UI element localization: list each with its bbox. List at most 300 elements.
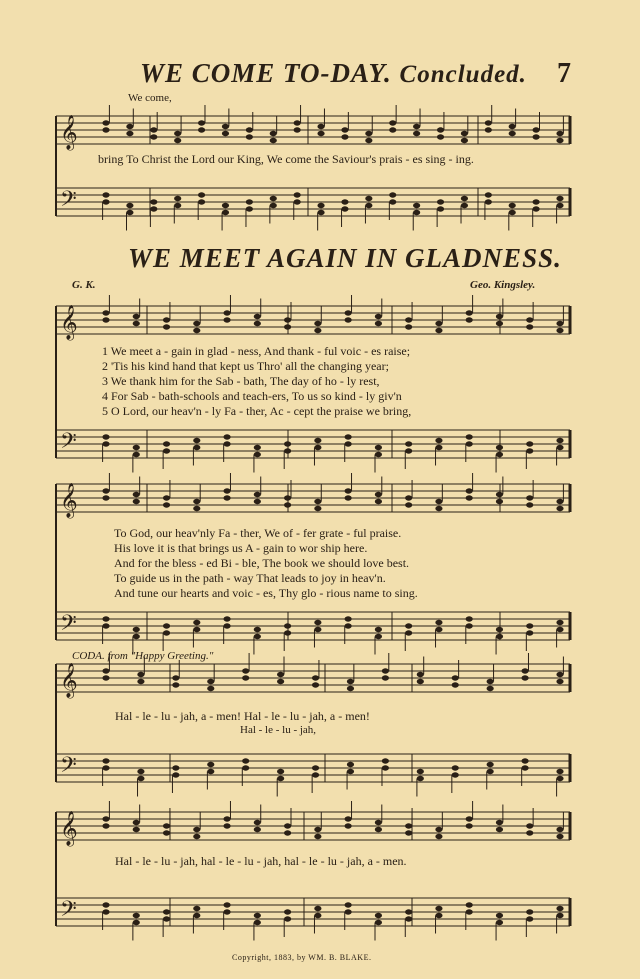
system-1-note-head — [126, 131, 133, 136]
system-1-note-head — [126, 203, 133, 208]
system-4-note-head — [417, 776, 424, 781]
system-1-note-head — [389, 127, 396, 132]
system-4-note-head — [487, 762, 494, 767]
system-4-note-head — [487, 679, 494, 684]
system-4-note-head — [452, 765, 459, 770]
system-4-note-head — [242, 758, 249, 763]
system-2-note-head — [435, 328, 442, 333]
system-5-note-head — [556, 827, 563, 832]
system-2-note-head — [193, 328, 200, 333]
system-2-note-head — [284, 441, 291, 446]
system-3-note-head — [526, 623, 533, 628]
system-3-note-head — [496, 492, 503, 497]
system-2-note-head — [254, 445, 261, 450]
system-2-note-head — [345, 317, 352, 322]
system-4-note-head — [382, 765, 389, 770]
system-3-note-head — [133, 492, 140, 497]
system-2-note-head — [466, 317, 473, 322]
system-3-note-head — [496, 627, 503, 632]
system-4-note-head — [312, 675, 319, 680]
system-5-note-head — [223, 902, 230, 907]
system-1-note-head — [556, 196, 563, 201]
system-4-note-head — [172, 765, 179, 770]
system-5-note-head — [405, 909, 412, 914]
system-4-note-head — [347, 679, 354, 684]
system-1-note-head — [126, 210, 133, 215]
system-1-note-head — [317, 131, 324, 136]
system-2-note-head — [223, 441, 230, 446]
system-3-note-head — [284, 630, 291, 635]
system-1-note-head — [365, 138, 372, 143]
system-4-note-head — [207, 679, 214, 684]
system-5-note-head — [466, 909, 473, 914]
system-2-note-head — [193, 438, 200, 443]
system-4-note-head — [102, 765, 109, 770]
system-1-note-head — [437, 199, 444, 204]
system-1-note-head — [485, 120, 492, 125]
system-1-note-head — [198, 199, 205, 204]
system-5-note-head — [556, 906, 563, 911]
system-5-note-head — [102, 823, 109, 828]
system-2-note-head — [466, 434, 473, 439]
system-2-bass-clef-icon: 𝄢 — [60, 429, 77, 459]
system-2-note-head — [314, 328, 321, 333]
system-1-note-head — [341, 199, 348, 204]
system-4-note-head — [521, 668, 528, 673]
system-3-note-head — [375, 492, 382, 497]
system-3-note-head — [526, 502, 533, 507]
system-5-note-head — [102, 902, 109, 907]
system-4-note-head — [382, 675, 389, 680]
system-3-note-head — [284, 502, 291, 507]
system-5-note-head — [466, 823, 473, 828]
system-5-note-head — [345, 816, 352, 821]
system-3-note-head — [526, 630, 533, 635]
lyric-line: bring To Christ the Lord our King, We come the Saviour's prais - es sing - ing. — [98, 152, 474, 166]
system-4-note-head — [556, 679, 563, 684]
system-5-note-head — [375, 827, 382, 832]
system-3-note-head — [284, 623, 291, 628]
system-3-note-head — [133, 627, 140, 632]
system-5-note-head — [526, 916, 533, 921]
system-3-note-head — [163, 630, 170, 635]
system-1-note-head — [222, 131, 229, 136]
system-3-note-head — [284, 495, 291, 500]
system-5-note-head — [435, 913, 442, 918]
system-4-note-head — [277, 672, 284, 677]
system-5-note-head — [496, 913, 503, 918]
system-3-note-head — [466, 495, 473, 500]
system-3-note-head — [435, 620, 442, 625]
system-3-note-head — [193, 506, 200, 511]
system-3-note-head — [405, 623, 412, 628]
system-4-note-head — [242, 668, 249, 673]
system-1-note-head — [365, 196, 372, 201]
system-1-note-head — [246, 134, 253, 139]
system-2-note-head — [345, 310, 352, 315]
system-3-note-head — [345, 623, 352, 628]
system-4-note-head — [312, 765, 319, 770]
system-1-note-head — [198, 192, 205, 197]
system-5-note-head — [254, 820, 261, 825]
system-4-note-head — [417, 769, 424, 774]
system-3-note-head — [163, 623, 170, 628]
page-number: 7 — [557, 58, 571, 89]
system-2-note-head — [496, 314, 503, 319]
copyright: Copyright, 1883, by WM. B. BLAKE. — [232, 953, 372, 962]
system-2-note-head — [133, 452, 140, 457]
system-5-note-head — [314, 913, 321, 918]
system-1-note-head — [126, 124, 133, 129]
system-2-note-head — [284, 324, 291, 329]
lyricist: G. K. — [72, 279, 96, 291]
system-5-note-head — [254, 913, 261, 918]
system-5-note-head — [466, 902, 473, 907]
system-4-note-head — [521, 675, 528, 680]
system-3-note-head — [405, 502, 412, 507]
system-1-treble-clef-icon: 𝄞 — [60, 115, 78, 150]
system-3-note-head — [496, 634, 503, 639]
system-5-note-head — [435, 834, 442, 839]
system-3-note-head — [193, 499, 200, 504]
system-4-note-head — [487, 686, 494, 691]
system-5-note-head — [345, 902, 352, 907]
system-3-note-head — [223, 495, 230, 500]
system-4-note-head — [417, 679, 424, 684]
system-3-note-head — [223, 616, 230, 621]
system-5-note-head — [284, 830, 291, 835]
system-2-note-head — [314, 445, 321, 450]
system-5-note-head — [133, 920, 140, 925]
system-1-note-head — [246, 199, 253, 204]
system-3-note-head — [254, 499, 261, 504]
system-4-note-head — [137, 776, 144, 781]
system-4-note-head — [521, 765, 528, 770]
system-4-note-head — [172, 772, 179, 777]
page-title: WE COME TO-DAY. Concluded. — [140, 58, 527, 88]
system-2-note-head — [526, 317, 533, 322]
system-4-note-head — [277, 679, 284, 684]
system-2-note-head — [163, 324, 170, 329]
system-5-note-head — [375, 920, 382, 925]
system-5-note-head — [223, 823, 230, 828]
system-4-note-head — [207, 762, 214, 767]
system-2-note-head — [314, 321, 321, 326]
system-5-note-head — [375, 913, 382, 918]
system-1-note-head — [317, 124, 324, 129]
system-1-note-head — [294, 199, 301, 204]
system-5-note-head — [223, 816, 230, 821]
coda-lyric-1: Hal - le - lu - jah, a - men! Hal - le - lu - jah, a - men! — [115, 709, 370, 723]
system-4-note-head — [556, 776, 563, 781]
verse-line: 2 'Tis his kind hand that kept us Thro' all the changing year; — [102, 359, 389, 373]
coda-label: CODA. from "Happy Greeting." — [72, 650, 214, 662]
system-4-note-head — [382, 758, 389, 763]
system-4-note-head — [312, 772, 319, 777]
system-3-note-head — [254, 634, 261, 639]
system-1-note-head — [413, 203, 420, 208]
system-3-note-head — [314, 620, 321, 625]
system-1-note-head — [437, 127, 444, 132]
system-3-note-head — [102, 623, 109, 628]
system-2-note-head — [133, 314, 140, 319]
system-1-note-head — [509, 203, 516, 208]
system-2-note-head — [345, 441, 352, 446]
system-2-note-head — [133, 445, 140, 450]
system-2-note-head — [375, 321, 382, 326]
system-3-note-head — [223, 623, 230, 628]
system-1-note-head — [294, 127, 301, 132]
system-2-note-head — [254, 452, 261, 457]
system-2-note-head — [375, 314, 382, 319]
system-2-note-head — [254, 314, 261, 319]
system-5-note-head — [345, 823, 352, 828]
system-3-note-head — [375, 499, 382, 504]
system-1-note-head — [509, 124, 516, 129]
system-1-note-head — [341, 206, 348, 211]
system-1-note-head — [102, 120, 109, 125]
system-2-note-head — [284, 448, 291, 453]
system-5-note-head — [496, 920, 503, 925]
system-5-note-head — [556, 913, 563, 918]
system-4-note-head — [242, 675, 249, 680]
system-3-note-head — [102, 488, 109, 493]
cue-lyric: We come, — [128, 92, 172, 104]
verse-line: To God, our heav'nly Fa - ther, We of - fer grate - ful praise. — [114, 526, 402, 540]
system-1-note-head — [461, 203, 468, 208]
system-2-note-head — [223, 434, 230, 439]
system-2-note-head — [284, 317, 291, 322]
system-5-note-head — [466, 816, 473, 821]
system-1-note-head — [461, 138, 468, 143]
system-5-note-head — [496, 820, 503, 825]
system-2-note-head — [556, 321, 563, 326]
system-3-note-head — [556, 620, 563, 625]
system-1-note-head — [102, 192, 109, 197]
system-2-note-head — [556, 445, 563, 450]
system-1-note-head — [174, 203, 181, 208]
system-4-note-head — [172, 682, 179, 687]
system-3-note-head — [435, 506, 442, 511]
system-1-note-head — [222, 210, 229, 215]
system-5-note-head — [133, 827, 140, 832]
system-4-note-head — [137, 769, 144, 774]
system-1-note-head — [198, 127, 205, 132]
system-4-note-head — [102, 675, 109, 680]
system-2-note-head — [163, 317, 170, 322]
verse-line: And tune our hearts and voic - es, Thy glo - rious name to sing. — [114, 586, 418, 600]
system-2-note-head — [526, 448, 533, 453]
system-4-note-head — [556, 672, 563, 677]
system-4-note-head — [452, 675, 459, 680]
system-1-note-head — [174, 138, 181, 143]
system-1-note-head — [270, 131, 277, 136]
system-3-note-head — [435, 627, 442, 632]
system-5-note-head — [314, 834, 321, 839]
system-3-treble-clef-icon: 𝄞 — [60, 483, 78, 518]
system-3-note-head — [193, 620, 200, 625]
system-2-note-head — [102, 310, 109, 315]
system-1-note-head — [389, 192, 396, 197]
system-5-note-head — [526, 909, 533, 914]
system-4-note-head — [207, 769, 214, 774]
system-2-note-head — [405, 441, 412, 446]
system-5-note-head — [405, 916, 412, 921]
system-2-note-head — [405, 317, 412, 322]
hymn-title: WE MEET AGAIN IN GLADNESS. — [128, 243, 562, 273]
system-4-note-head — [347, 686, 354, 691]
system-3-note-head — [133, 499, 140, 504]
system-4-note-head — [347, 769, 354, 774]
system-4-note-head — [417, 672, 424, 677]
system-3-note-head — [254, 627, 261, 632]
system-1-note-head — [317, 210, 324, 215]
system-4-note-head — [487, 769, 494, 774]
system-3-note-head — [496, 499, 503, 504]
system-5-note-head — [284, 916, 291, 921]
system-1-note-head — [294, 120, 301, 125]
system-3-note-head — [526, 495, 533, 500]
system-2-note-head — [405, 324, 412, 329]
system-1-note-head — [317, 203, 324, 208]
system-3-note-head — [254, 492, 261, 497]
system-3-note-head — [345, 495, 352, 500]
system-1-note-head — [533, 206, 540, 211]
system-5-note-head — [435, 906, 442, 911]
system-3-note-head — [163, 495, 170, 500]
verse-line: To guide us in the path - way That leads to joy in heav'n. — [114, 571, 386, 585]
system-2-note-head — [405, 448, 412, 453]
system-2-note-head — [223, 317, 230, 322]
system-1-bass-clef-icon: 𝄢 — [60, 187, 77, 217]
system-1-note-head — [198, 120, 205, 125]
system-2-note-head — [466, 441, 473, 446]
system-5-note-head — [163, 909, 170, 914]
system-1-note-head — [365, 131, 372, 136]
system-2-note-head — [223, 310, 230, 315]
system-5-note-head — [556, 834, 563, 839]
system-5-treble-clef-icon: 𝄞 — [60, 811, 78, 846]
system-3-note-head — [375, 627, 382, 632]
verse-line: His love it is that brings us A - gain to wor ship here. — [114, 541, 368, 555]
system-2-note-head — [193, 445, 200, 450]
system-4-note-head — [172, 675, 179, 680]
system-5-note-head — [435, 827, 442, 832]
system-5-note-head — [526, 830, 533, 835]
system-5-note-head — [193, 906, 200, 911]
system-5-note-head — [193, 834, 200, 839]
system-3-note-head — [102, 616, 109, 621]
system-2-treble-clef-icon: 𝄞 — [60, 305, 78, 340]
system-2-note-head — [496, 445, 503, 450]
system-3-note-head — [466, 488, 473, 493]
system-4-note-head — [452, 772, 459, 777]
system-5-note-head — [284, 909, 291, 914]
system-2-note-head — [526, 441, 533, 446]
system-3-note-head — [556, 627, 563, 632]
system-5-note-head — [405, 830, 412, 835]
system-4-note-head — [521, 758, 528, 763]
system-2-note-head — [435, 445, 442, 450]
system-2-note-head — [375, 445, 382, 450]
system-4-note-head — [382, 668, 389, 673]
system-1-note-head — [533, 127, 540, 132]
system-3-note-head — [375, 634, 382, 639]
system-2-note-head — [496, 321, 503, 326]
verse-line: 1 We meet a - gain in glad - ness, And thank - ful voic - es raise; — [102, 344, 411, 358]
system-3-note-head — [133, 634, 140, 639]
system-5-note-head — [223, 909, 230, 914]
system-2-note-head — [466, 310, 473, 315]
system-5-note-head — [375, 820, 382, 825]
system-5-note-head — [314, 827, 321, 832]
system-2-note-head — [102, 434, 109, 439]
system-2-note-head — [254, 321, 261, 326]
composer: Geo. Kingsley. — [470, 279, 536, 291]
system-1-note-head — [365, 203, 372, 208]
system-2-note-head — [375, 452, 382, 457]
system-2-note-head — [556, 328, 563, 333]
system-3-note-head — [556, 499, 563, 504]
verses-part-b — [114, 526, 418, 601]
system-1-note-head — [222, 203, 229, 208]
system-1-note-head — [270, 138, 277, 143]
system-4-note-head — [452, 682, 459, 687]
system-5-note-head — [163, 823, 170, 828]
system-3-note-head — [466, 623, 473, 628]
system-1-note-head — [556, 203, 563, 208]
system-4-note-head — [242, 765, 249, 770]
system-1-note-head — [150, 199, 157, 204]
system-3-note-head — [314, 506, 321, 511]
system-5-note-head — [496, 827, 503, 832]
system-5-note-head — [254, 920, 261, 925]
system-4-note-head — [102, 668, 109, 673]
system-2-note-head — [163, 441, 170, 446]
system-5-note-head — [254, 827, 261, 832]
system-1-note-head — [437, 206, 444, 211]
system-3-note-head — [102, 495, 109, 500]
system-1-note-head — [485, 199, 492, 204]
system-2-note-head — [102, 441, 109, 446]
verse-line: 5 O Lord, our heav'n - ly Fa - ther, Ac - cept the praise we bring, — [102, 404, 412, 418]
verse-line: And for the bless - ed Bi - ble, The book we should love best. — [114, 556, 410, 570]
system-1-note-head — [174, 196, 181, 201]
system-3-note-head — [556, 506, 563, 511]
system-3-note-head — [314, 499, 321, 504]
system-1-note-head — [461, 196, 468, 201]
system-1-note-head — [413, 210, 420, 215]
system-3-note-head — [345, 616, 352, 621]
system-4-note-head — [556, 769, 563, 774]
system-3-note-head — [163, 502, 170, 507]
system-1-note-head — [102, 127, 109, 132]
system-1-note-head — [533, 134, 540, 139]
system-5-bass-clef-icon: 𝄢 — [60, 897, 77, 927]
system-1-note-head — [222, 124, 229, 129]
system-5-note-head — [526, 823, 533, 828]
system-2-note-head — [496, 452, 503, 457]
system-5-note-head — [284, 823, 291, 828]
system-4-treble-clef-icon: 𝄞 — [60, 663, 78, 698]
system-4-note-head — [277, 769, 284, 774]
system-4-bass-clef-icon: 𝄢 — [60, 753, 77, 783]
system-5-note-head — [345, 909, 352, 914]
system-1-note-head — [174, 131, 181, 136]
system-5-note-head — [193, 913, 200, 918]
system-1-note-head — [533, 199, 540, 204]
system-1-note-head — [150, 134, 157, 139]
